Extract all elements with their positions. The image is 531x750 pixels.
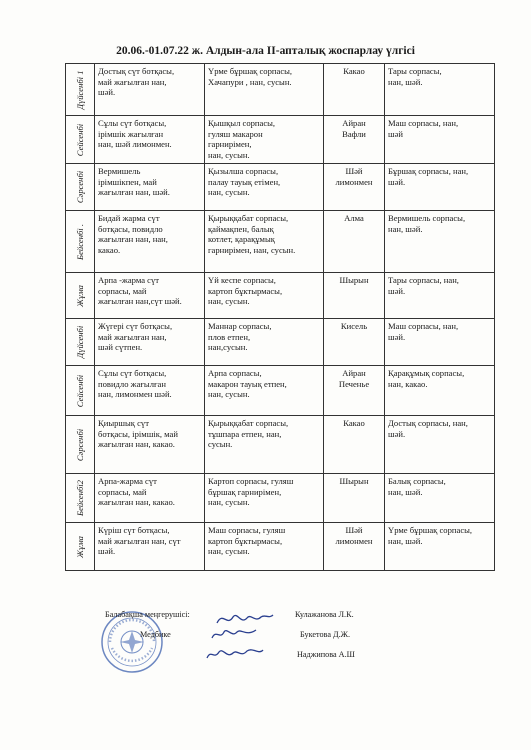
- dinner-cell: [385, 416, 495, 474]
- breakfast-cell: [95, 319, 205, 366]
- signature-name: Кулажанова Л.К.: [295, 610, 354, 619]
- menu-row: [66, 273, 495, 319]
- lunch-cell-text: Маннар сорпасы, плов етпен, нан,сусын.: [208, 321, 272, 352]
- menu-row: [66, 164, 495, 211]
- lunch-cell: [205, 523, 324, 571]
- day-label: [66, 116, 95, 164]
- day-label: [66, 366, 95, 416]
- signature-name: Букетова Д.Ж.: [300, 630, 351, 639]
- snack-cell-text: Какао: [343, 418, 365, 428]
- breakfast-cell: [95, 474, 205, 523]
- day-label: [66, 64, 95, 116]
- snack-cell: [324, 416, 385, 474]
- lunch-cell: [205, 416, 324, 474]
- breakfast-cell: [95, 164, 205, 211]
- dinner-cell: [385, 64, 495, 116]
- breakfast-cell: [95, 116, 205, 164]
- day-label: [66, 211, 95, 273]
- signature-role: Медбике: [140, 630, 171, 639]
- lunch-cell: [205, 64, 324, 116]
- day-label-text: Дүйсенбі: [74, 325, 85, 359]
- signature-block: [105, 608, 435, 688]
- snack-cell-text: Шәй лимонмен: [335, 166, 373, 187]
- dinner-cell-text: Достық сорпасы, нан, шәй.: [388, 418, 468, 439]
- snack-cell: [324, 474, 385, 523]
- breakfast-cell: [95, 211, 205, 273]
- breakfast-cell: [95, 273, 205, 319]
- snack-cell-text: Алма: [344, 213, 364, 223]
- day-label-text: Бейсенбі .: [74, 223, 85, 260]
- snack-cell: [324, 523, 385, 571]
- snack-cell: [324, 164, 385, 211]
- menu-row: [66, 116, 495, 164]
- dinner-cell-text: Қарақұмық сорпасы, нан, какао.: [388, 368, 465, 389]
- lunch-cell-text: Қырыққабат сорпасы, тұшпара етпен, нан, сусын.: [208, 418, 289, 449]
- snack-cell: [324, 211, 385, 273]
- breakfast-cell-text: Арпа -жарма сүт сорпасы, май жағылған нан,сүт шәй.: [98, 275, 182, 306]
- snack-cell: [324, 273, 385, 319]
- day-label: [66, 273, 95, 319]
- dinner-cell-text: Үрме бұршақ сорпасы, нан, шәй.: [388, 525, 473, 546]
- day-label: [66, 164, 95, 211]
- lunch-cell: [205, 319, 324, 366]
- menu-row: [66, 319, 495, 366]
- dinner-cell: [385, 164, 495, 211]
- dinner-cell: [385, 366, 495, 416]
- snack-cell: [324, 319, 385, 366]
- breakfast-cell-text: Арпа-жарма сүт сорпасы, май жағылған нан, какао.: [98, 476, 175, 507]
- day-label-text: Жұма: [74, 284, 85, 307]
- breakfast-cell-text: Жүгері сүт ботқасы, май жағылған нан, шәй сүтпен.: [98, 321, 173, 352]
- day-label: [66, 474, 95, 523]
- snack-cell-text: Шырын: [339, 476, 369, 486]
- dinner-cell: [385, 116, 495, 164]
- lunch-cell: [205, 211, 324, 273]
- dinner-cell-text: Маш сорпасы, нан, шәй: [388, 118, 459, 139]
- dinner-cell-text: Вермишель сорпасы, нан, шәй.: [388, 213, 466, 234]
- lunch-cell-text: Картоп сорпасы, гуляш бұршақ гарнирімен, нан, сусын.: [208, 476, 294, 507]
- dinner-cell: [385, 211, 495, 273]
- lunch-cell: [205, 474, 324, 523]
- dinner-cell-text: Тары сорпасы, нан, шәй.: [388, 66, 442, 87]
- breakfast-cell-text: Күріш сүт ботқасы, май жағылған нан, сүт шәй.: [98, 525, 181, 556]
- breakfast-cell: [95, 416, 205, 474]
- day-label: [66, 523, 95, 571]
- day-label: [66, 416, 95, 474]
- menu-row: [66, 474, 495, 523]
- page-title: 20.06.-01.07.22 ж. Алдын-ала ІІ-апталық жоспарлау үлгісі: [116, 45, 415, 57]
- dinner-cell-text: Бұршақ сорпасы, нан, шәй.: [388, 166, 469, 187]
- snack-cell: [324, 366, 385, 416]
- snack-cell-text: Айран Печенье: [338, 368, 370, 389]
- breakfast-cell-text: Қиыршық сүт ботқасы, ірімшік, май жағылған нан, какао.: [98, 418, 178, 449]
- signature-role: Балабақша меңгерушісі:: [105, 610, 190, 619]
- day-label-text: Жұма: [74, 535, 85, 558]
- dinner-cell-text: Маш сорпасы, нан, шәй.: [388, 321, 459, 342]
- day-label-text: Дүйсенбі 1: [74, 70, 85, 109]
- breakfast-cell-text: Сұлы сүт ботқасы, ірімшік жағылған нан, шәй лимонмен.: [98, 118, 172, 149]
- breakfast-cell-text: Достық сүт ботқасы, май жағылған нан, шәй.: [98, 66, 175, 97]
- snack-cell-text: Какао: [343, 66, 365, 76]
- snack-cell: [324, 64, 385, 116]
- day-label-text: Сейсенбі: [74, 123, 85, 156]
- dinner-cell: [385, 319, 495, 366]
- lunch-cell: [205, 116, 324, 164]
- dinner-cell: [385, 523, 495, 571]
- day-label-text: Сейсенбі: [74, 374, 85, 407]
- breakfast-cell-text: Бидай жарма сүт ботқасы, повидло жағылған нан, нан, какао.: [98, 213, 168, 255]
- menu-row: [66, 416, 495, 474]
- snack-cell: [324, 116, 385, 164]
- lunch-cell: [205, 164, 324, 211]
- snack-cell-text: Айран Вафли: [342, 118, 366, 139]
- breakfast-cell-text: Сұлы сүт ботқасы, повидло жағылған нан, лимонмен шәй.: [98, 368, 172, 399]
- menu-row: [66, 64, 495, 116]
- menu-row: [66, 366, 495, 416]
- day-label-text: Сәрсенбі: [74, 170, 85, 204]
- breakfast-cell: [95, 366, 205, 416]
- lunch-cell-text: Маш сорпасы, гуляш картоп бұктырмасы, нан, сусын.: [208, 525, 286, 556]
- dinner-cell: [385, 474, 495, 523]
- snack-cell-text: Шәй лимонмен: [335, 525, 373, 546]
- menu-table: [65, 63, 495, 571]
- day-label-text: Бейсенбі2: [74, 480, 85, 516]
- menu-row: [66, 211, 495, 273]
- day-label-text: Сәрсенбі: [74, 428, 85, 461]
- lunch-cell-text: Арпа сорпасы, макарон тауық етпен, нан, сусын.: [208, 368, 287, 399]
- breakfast-cell-text: Вермишель ірімшікпен, май жағылған нан, шәй.: [98, 166, 170, 197]
- signature-name: Наджипова А.Ш: [297, 650, 355, 659]
- dinner-cell-text: Тары сорпасы, нан, шәй.: [388, 275, 459, 296]
- lunch-cell: [205, 366, 324, 416]
- menu-row: [66, 523, 495, 571]
- lunch-cell: [205, 273, 324, 319]
- snack-cell-text: Кисель: [340, 321, 368, 331]
- snack-cell-text: Шырын: [339, 275, 369, 285]
- lunch-cell-text: Қызылша сорпасы, палау тауық етімен, нан, сусын.: [208, 166, 281, 197]
- dinner-cell: [385, 273, 495, 319]
- lunch-cell-text: Үй кеспе сорпасы, картоп бұктырмасы, нан, сусын.: [208, 275, 283, 306]
- lunch-cell-text: Қырыққабат сорпасы, қаймақпен, балық котлет, қарақұмық гарнирімен, нан, сусын.: [208, 213, 296, 255]
- lunch-cell-text: Қышқыл сорпасы, гуляш макарон гарнирімен, нан, сусын.: [208, 118, 276, 160]
- lunch-cell-text: Үрме бұршақ сорпасы, Хачапури , нан, сусын.: [208, 66, 293, 87]
- day-label: [66, 319, 95, 366]
- breakfast-cell: [95, 523, 205, 571]
- breakfast-cell: [95, 64, 205, 116]
- dinner-cell-text: Балық сорпасы, нан, шәй.: [388, 476, 446, 497]
